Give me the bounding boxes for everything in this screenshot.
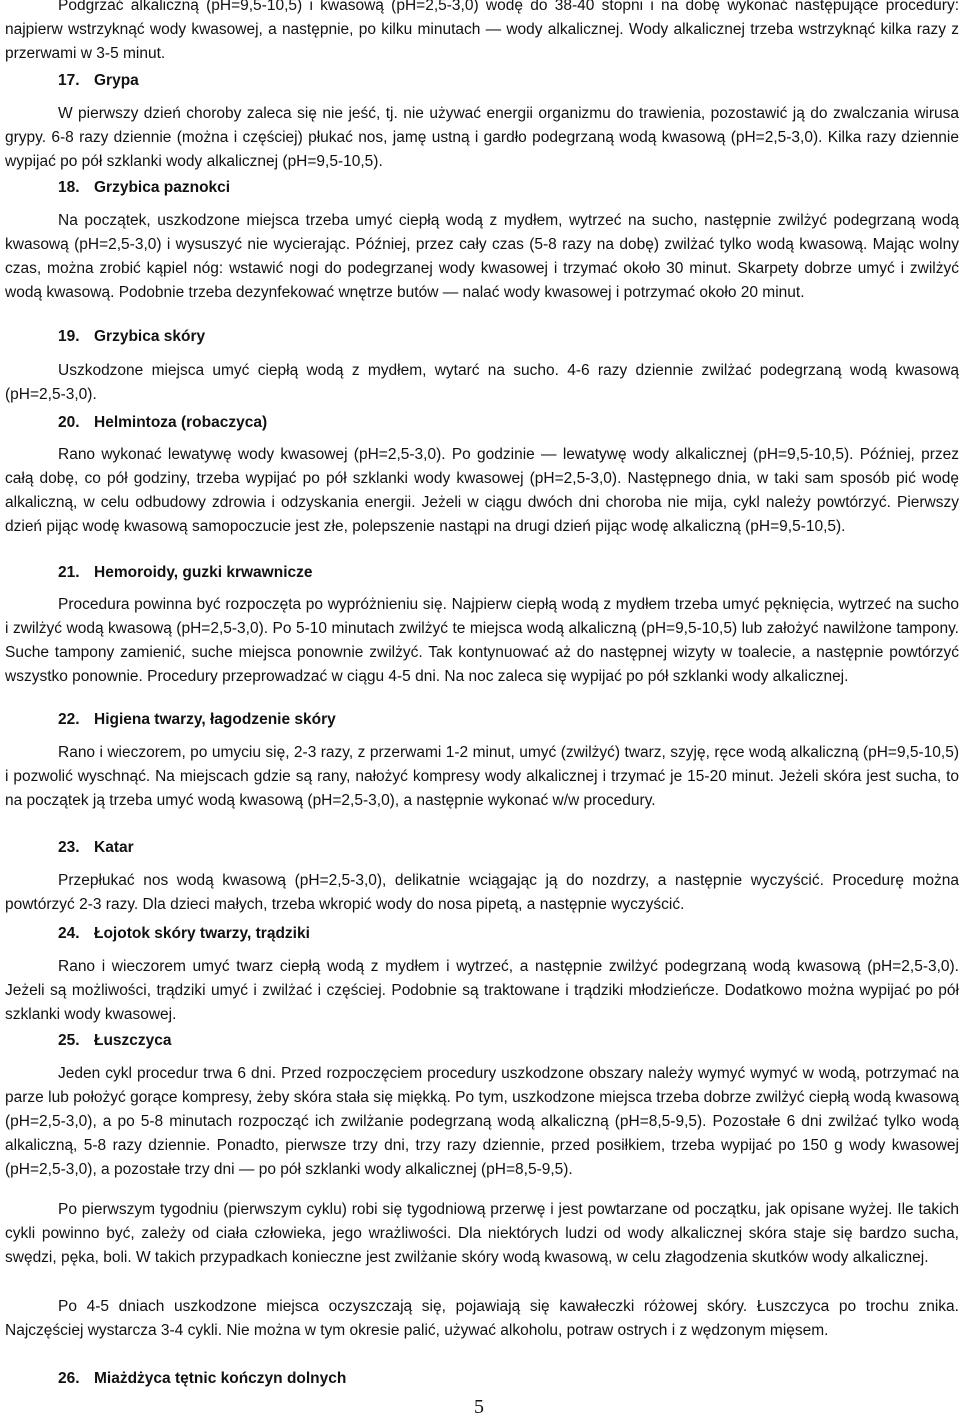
section-number: 20. xyxy=(58,414,80,431)
section-heading-24 xyxy=(58,922,310,946)
section-number: 18. xyxy=(58,179,80,196)
section-title: Katar xyxy=(94,839,134,856)
section-17-paragraph: W pierwszy dzień choroby zaleca się nie jeść, tj. nie używać energii organizmu do trawienia, pozostawić ją do zwalczania wirusa grypy. 6-8 razy dziennie (można i częściej) płukać nos, jamę ustną i gardło podegrzaną wodą kwasową (pH=2,5-3,0). Kilka razy dziennie wypijać po pół szklanki wody alkalicznej (pH=9,5-10,5). xyxy=(5,105,959,170)
section-number: 26. xyxy=(58,1370,80,1387)
section-title: Łuszczyca xyxy=(94,1032,172,1049)
page-number: 5 xyxy=(474,1396,484,1418)
intro-paragraph: Podgrzać alkaliczną (pH=9,5-10,5) i kwasową (pH=2,5-3,0) wodę do 38-40 stopni i na dobę wykonać następujące procedury: najpierw wstrzyknąć wody kwasowej, a następnie, po kilku minutach — wody alkalicznej. Wody alkalicznej trzeba wstrzyknąć kilka razy z przerwami w 3-5 minut. xyxy=(5,0,959,62)
section-23-paragraph: Przepłukać nos wodą kwasową (pH=2,5-3,0), delikatnie wciągając ją do nozdrzy, a następnie wyczyścić. Procedurę można powtórzyć 2-3 razy. Dla dzieci małych, trzeba wkropić wody do nosa pipetą, a następnie wyczyścić. xyxy=(5,872,959,913)
section-title: Grzybica skóry xyxy=(94,328,206,345)
section-title: Łojotok skóry twarzy, trądziki xyxy=(94,925,310,942)
section-24-paragraph: Rano i wieczorem umyć twarz ciepłą wodą z mydłem i wytrzeć, a następnie zwilżyć podegrzaną wodą kwasową (pH=2,5-3,0). Jeżeli są możliwości, trądziki umyć i zwilżać i częściej. Podobnie są traktowane i trądziki młodzieńcze. Dodatkowo można wypijać po pół szklanki wody kwasowej. xyxy=(5,958,959,1023)
section-20-paragraph: Rano wykonać lewatywę wody kwasowej (pH=2,5-3,0). Po godzinie — lewatywę wody alkalicznej (pH=9,5-10,5). Później, przez całą dobę, co pół godziny, trzeba wypijać po pół szklanki wody kwasowej (pH=2,5-3,0). Następnego dnia, w taki sam sposób pić wodę alkaliczną, w celu odbudowy zdrowia i odzyskania energii. Jeżeli w ciągu dwóch dni choroba nie mija, cykl należy powtórzyć. Pierwszy dzień pijąc wodę kwasową samopoczucie jest złe, polepszenie nastąpi na drugi dzień pijąc wodę alkaliczną (pH=9,5-10,5). xyxy=(5,446,959,535)
section-heading-23 xyxy=(58,836,134,860)
section-heading-18 xyxy=(58,176,230,200)
section-18-paragraph: Na początek, uszkodzone miejsca trzeba umyć ciepłą wodą z mydłem, wytrzeć na sucho, następnie zwilżyć podegrzaną wodą kwasową (pH=2,5-3,0) i wysuszyć nie wycierając. Później, przez cały czas (5-8 razy na dobę) zwilżać tylko wodą kwasową. Mając wolny czas, można zrobić kąpiel nóg: wstawić nogi do podegrzanej wody kwasowej i trzymać około 30 minut. Skarpety dobrze umyć i zwilżyć wodą kwasową. Podobnie trzeba dezynfekować wnętrze butów — nalać wody kwasowej i potrzymać około 20 minut. xyxy=(5,212,959,301)
section-number: 17. xyxy=(58,72,80,89)
section-19-paragraph: Uszkodzone miejsca umyć ciepłą wodą z mydłem, wytarć na sucho. 4-6 razy dziennie zwilżać podegrzaną wodą kwasową (pH=2,5-3,0). xyxy=(5,362,959,403)
section-title: Miażdżyca tętnic kończyn dolnych xyxy=(94,1370,347,1387)
section-heading-20 xyxy=(58,411,267,435)
section-title: Grzybica paznokci xyxy=(94,179,231,196)
section-22-paragraph: Rano i wieczorem, po umyciu się, 2-3 razy, z przerwami 1-2 minut, umyć (zwilżyć) twarz, szyję, ręce wodą alkaliczną (pH=9,5-10,5) i pozwolić wyschnąć. Na miejscach gdzie są rany, nałożyć kompresy wody alkalicznej i trzymać je 15-20 minut. Jeżeli skóra jest sucha, to na początek ją trzeba umyć wodą kwasową (pH=2,5-3,0), a następnie wykonać w/w procedury. xyxy=(5,744,959,809)
section-number: 25. xyxy=(58,1032,80,1049)
section-heading-26 xyxy=(58,1367,346,1391)
section-number: 23. xyxy=(58,839,80,856)
section-title: Grypa xyxy=(94,72,139,89)
section-25-paragraph-1: Jeden cykl procedur trwa 6 dni. Przed rozpoczęciem procedury uszkodzone obszary należy wymyć wymyć w wodą, potrzymać na parze lub położyć gorące kompresy, żeby skóra stała się miękką. Po tym, uszkodzone miejsca trzeba dobrze zwilżyć ciepłą wodą kwasową (pH=2,5-3,0), a po 5-8 minutach rozpocząć ich zwilżanie podegrzaną wodą alkaliczną (pH=8,5-9,5). Pozostałe 6 dni zwilżać tylko wodą alkaliczną, 5-8 razy dziennie. Ponadto, pierwsze trzy dni, trzy razy dziennie, przed posiłkiem, trzeba wypijać po 150 g wody kwasowej (pH=2,5-3,0), a pozostałe trzy dni — po pół szklanki wody alkalicznej (pH=8,5-9,5). xyxy=(5,1065,959,1178)
section-number: 21. xyxy=(58,564,80,581)
section-title: Hemoroidy, guzki krwawnicze xyxy=(94,564,313,581)
section-number: 22. xyxy=(58,711,80,728)
section-heading-17 xyxy=(58,69,139,93)
section-title: Higiena twarzy, łagodzenie skóry xyxy=(94,711,336,728)
section-heading-19 xyxy=(58,325,205,349)
section-heading-25 xyxy=(58,1029,172,1053)
section-number: 19. xyxy=(58,328,80,345)
section-21-paragraph: Procedura powinna być rozpoczęta po wypróżnieniu się. Najpierw ciepłą wodą z mydłem trzeba umyć pęknięcia, wytrzeć na sucho i zwilżyć wodą kwasową (pH=2,5-3,0). Po 5-10 minutach zwilżyć te miejsca wodą alkaliczną (pH=9,5-10,5) lub założyć nawilżone tampony. Suche tampony zamienić, suche miejsca ponownie zwilżyć. Tak kontynuować aż do następnej wizyty w toalecie, a następnie powtórzyć wszystko ponownie. Procedury przeprowadzać w ciągu 4-5 dni. Na noc zaleca się wypijać po pół szklanki wody alkalicznej. xyxy=(5,596,959,685)
section-25-paragraph-2: Po pierwszym tygodniu (pierwszym cyklu) robi się tygodniową przerwę i jest powtarzane od początku, jak opisane wyżej. Ile takich cykli powinno być, zależy od ciała człowieka, jego wrażliwości. Dla niektórych ludzi od wody alkalicznej skóra staje się bardzo sucha, swędzi, pęka, boli. W takich przypadkach konieczne jest zwilżanie skóry wodą kwasową, w celu złagodzenia skutków wody alkalicznej. xyxy=(5,1201,959,1266)
section-heading-22 xyxy=(58,708,336,732)
section-heading-21 xyxy=(58,561,313,585)
section-title: Helmintoza (robaczyca) xyxy=(94,414,268,431)
section-number: 24. xyxy=(58,925,80,942)
section-25-paragraph-3: Po 4-5 dniach uszkodzone miejsca oczyszczają się, pojawiają się kawałeczki różowej skóry. Łuszczyca po trochu znika. Najczęściej wystarcza 3-4 cykli. Nie można w tym okresie palić, używać alkoholu, potraw ostrych i z wędzonym mięsem. xyxy=(5,1298,959,1339)
